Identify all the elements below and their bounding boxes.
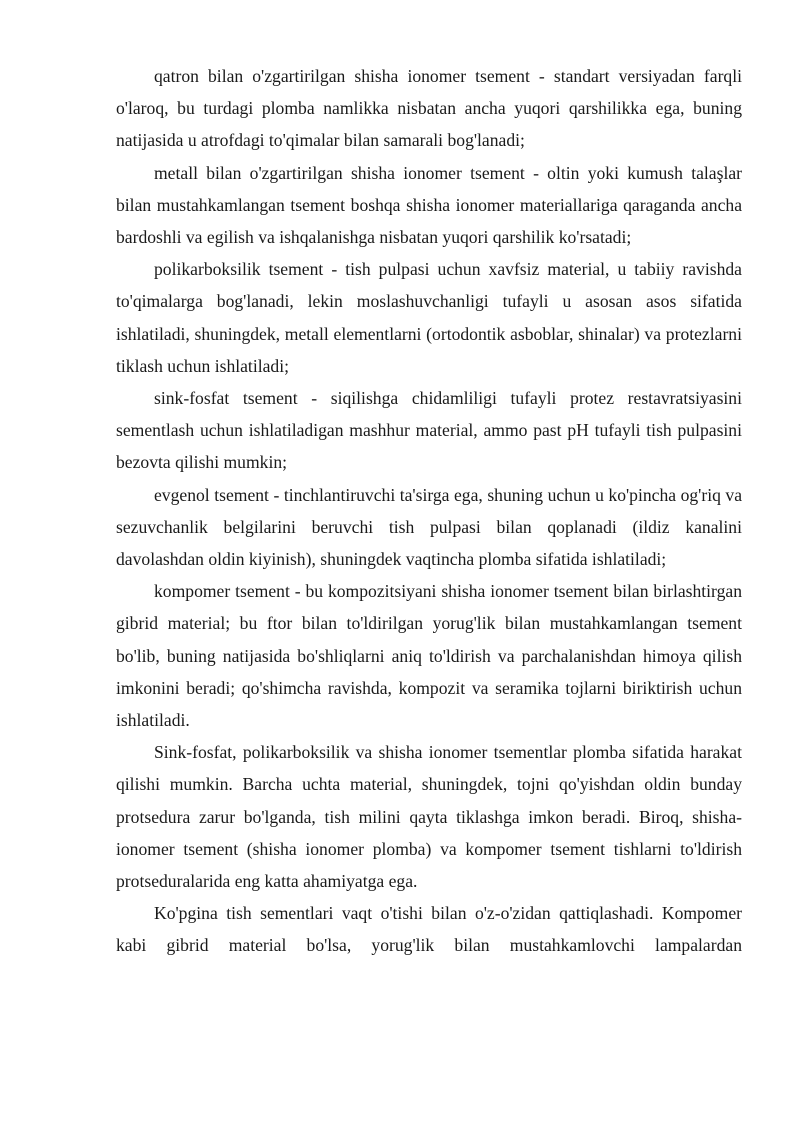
body-text	[116, 60, 742, 962]
paragraph-zinc-phosphate-cement: sink-fosfat tsement - siqilishga chidamliligi tufayli protez restavratsiyasini sementlash uchun ishlatiladigan mashhur material, ammo past pH tufayli tish pulpasini bezovta qilishi mumkin;	[116, 388, 742, 473]
paragraph-compomer-cement: kompomer tsement - bu kompozitsiyani shisha ionomer tsement bilan birlashtirgan gibrid material; bu ftor bilan to'ldirilgan yorug'lik bilan mustahkamlangan tsement bo'lib, buning natijasida bo'shliqlarni aniq to'ldirish va parchalanishdan himoya qilish imkonini beradi; qo'shimcha ravishda, kompozit va seramika tojlarni biriktirish uchun ishlatiladi.	[116, 581, 742, 731]
paragraph-resin-modified-cement: qatron bilan o'zgartirilgan shisha ionomer tsement - standart versiyadan farqli o'laroq, bu turdagi plomba namlikka nisbatan ancha yuqori qarshilikka ega, buning natijasida u atrofdagi to'qimalar bilan samarali bog'lanadi;	[116, 66, 742, 151]
paragraph-self-curing: Ko'pgina tish sementlari vaqt o'tishi bilan o'z-o'zidan qattiqlashadi. Kompomer kabi gibrid material bo'lsa, yorug'lik bilan mustahkamlovchi lampalardan	[116, 903, 742, 956]
paragraph-eugenol-cement: evgenol tsement - tinchlantiruvchi ta'sirga ega, shuning uchun u ko'pincha og'riq va sezuvchanlik belgilarini beruvchi tish pulpasi bilan qoplanadi (ildiz kanalini davolashdan oldin kiyinish), shuningdek vaqtincha plomba sifatida ishlatiladi;	[116, 484, 742, 570]
paragraph-polycarboxylate-cement: polikarboksilik tsement - tish pulpasi uchun xavfsiz material, u tabiiy ravishda to'qimalarga bog'lanadi, lekin moslashuvchanligi tufayli u asosan asos sifatida ishlatiladi, shuningdek, metall elementlarni (ortodontik asboblar, shinalar) va protezlarni tiklash uchun ishlatiladi;	[116, 259, 742, 376]
paragraph-filling-summary: Sink-fosfat, polikarboksilik va shisha ionomer tsementlar plomba sifatida harakat qilishi mumkin. Barcha uchta material, shuningdek, tojni qo'yishdan oldin bunday protsedura zarur bo'lganda, tish milini qayta tiklashga imkon beradi. Biroq, shisha-ionomer tsement (shisha ionomer plomba) va kompomer tsement tishlarni to'ldirish protseduralarida eng katta ahamiyatga ega.	[116, 742, 742, 892]
paragraph-metal-modified-cement: metall bilan o'zgartirilgan shisha ionomer tsement - oltin yoki kumush talaşlar bilan mustahkamlangan tsement boshqa shisha ionomer materiallariga qaraganda ancha bardoshli va egilish va ishqalanishga nisbatan yuqori qarshilik ko'rsatadi;	[116, 162, 742, 248]
